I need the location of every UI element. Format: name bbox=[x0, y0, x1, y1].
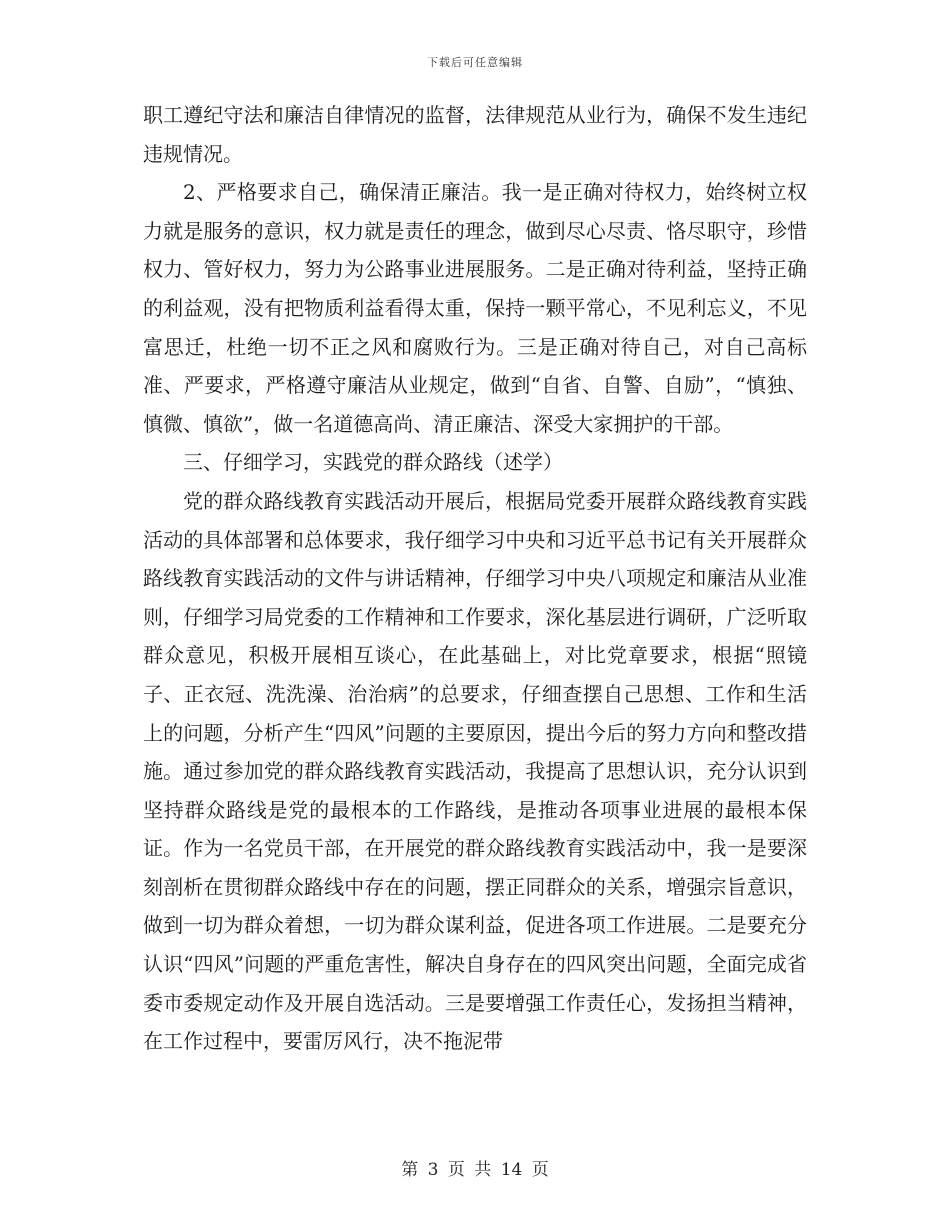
paragraph: 党的群众路线教育实践活动开展后，根据局党委开展群众路线教育实践活动的具体部署和总体要求，我仔细学习中央和习近平总书记有关开展群众路线教育实践活动的文件与讲话精神，仔细学习中央八项规定和廉洁从业准则，仔细学习局党委的工作精神和工作要求，深化基层进行调研，广泛听取群众意见，积极开展相互谈心，在此基础上，对比党章要求，根据“照镜子、正衣冠、洗洗澡、治治病”的总要求，仔细查摆自己思想、工作和生活上的问题，分析产生“四风”问题的主要原因，提出今后的努力方向和整改措施。通过参加党的群众路线教育实践活动，我提高了思想认识，充分认识到坚持群众路线是党的最根本的工作路线，是推动各项事业进展的最根本保证。作为一名党员干部，在开展党的群众路线教育实践活动中，我一是要深刻剖析在贯彻群众路线中存在的问题，摆正同群众的关系，增强宗旨意识，做到一切为群众着想，一切为群众谋利益，促进各项工作进展。二是要充分认识“四风”问题的严重危害性，解决自身存在的四风突出问题，全面完成省委市委规定动作及开展自选活动。三是要增强工作责任心，发扬担当精神，在工作过程中，要雷厉风行，决不拖泥带 bbox=[143, 488, 807, 1054]
paragraph: 2、严格要求自己，确保清正廉洁。我一是正确对待权力，始终树立权力就是服务的意识，权力就是责任的理念，做到尽心尽责、恪尽职守，珍惜权力、管好权力，努力为公路事业进展服务。二是正确对待利益，坚持正确的利益观，没有把物质利益看得太重，保持一颗平常心，不见利忘义，不见富思迁，杜绝一切不正之风和腐败行为。三是正确对待自己，对自己高标准、严要求，严格遵守廉洁从业规定，做到“自省、自警、自励”，“慎独、慎微、慎欲”，做一名道德高尚、清正廉洁、深受大家拥护的干部。 bbox=[143, 180, 807, 436]
paragraph: 职工遵纪守法和廉洁自律情况的监督，法律规范从业行为，确保不发生违纪违规情况。 bbox=[143, 103, 807, 166]
section-heading: 三、仔细学习，实践党的群众路线（述学） bbox=[183, 450, 563, 475]
page-header: 下载后可任意编辑 bbox=[427, 56, 523, 69]
page-number-footer: 第 3 页 共 14 页 bbox=[401, 1160, 549, 1180]
document-body bbox=[143, 96, 807, 1061]
